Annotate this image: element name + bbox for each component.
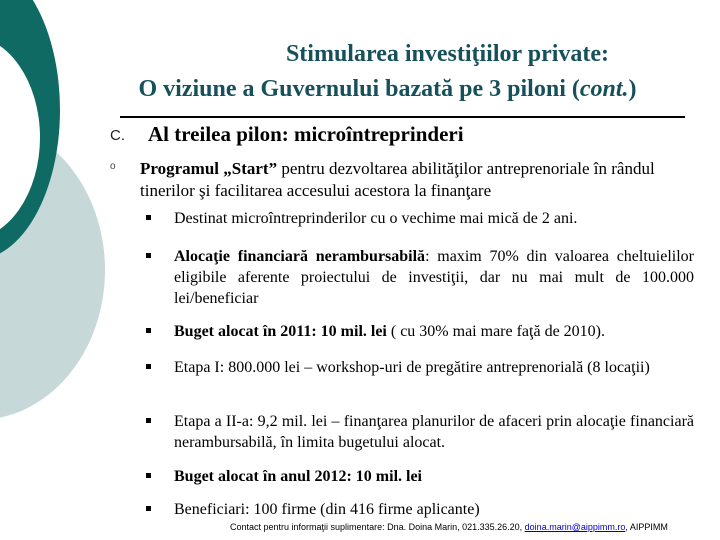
bullet-item <box>146 246 694 309</box>
square-bullet-icon <box>146 418 151 423</box>
slide-title-line1: Stimularea investiţiilor private: <box>285 41 610 67</box>
program-rest: pentru dezvoltarea abilităţilor antreprenoriale în rândul tinerilor şi facilitarea accesului acestora la finanţare <box>140 159 655 200</box>
bullet-item <box>146 321 694 342</box>
square-bullet-icon <box>146 253 151 258</box>
bullet-text: Etapa I: 800.000 lei – workshop-uri de pregătire antreprenorială (8 locaţii) <box>174 359 650 376</box>
slide-title-line2 <box>60 73 715 105</box>
bullet-text: Etapa a II-a: 9,2 mil. lei – finanţarea planurilor de afaceri prin alocaţie financiară nerambursabilă, în limita bugetului alocat. <box>174 413 694 451</box>
program-description <box>140 158 695 202</box>
program-name: Programul „Start” <box>140 159 278 178</box>
footer-suffix: , AIPPIMM <box>625 522 668 532</box>
square-bullet-icon <box>146 364 151 369</box>
footer-prefix: Contact pentru informaţii suplimentare: Dna. Doina Marin, 021.335.26.20, <box>230 522 525 532</box>
square-bullet-icon <box>146 328 151 333</box>
bullet-item <box>146 499 694 520</box>
section-marker: C. <box>110 127 125 144</box>
divider-rule <box>120 116 685 118</box>
bullet-item <box>146 466 694 487</box>
bullet-item <box>146 357 694 378</box>
program-bullet-marker: o <box>110 161 116 172</box>
square-bullet-icon <box>146 506 151 511</box>
section-heading: Al treilea pilon: microîntreprinderi <box>148 122 464 146</box>
bullet-bold: Buget alocat în 2011: 10 mil. lei <box>174 323 387 340</box>
square-bullet-icon <box>146 215 151 220</box>
contact-footer <box>230 522 668 532</box>
title-line2-main: O viziune a Guvernului bazată pe 3 piloni ( <box>138 76 580 102</box>
title-line2-italic: cont. <box>579 76 629 102</box>
bullet-item <box>146 208 694 229</box>
bullet-text: ( cu 30% mai mare faţă de 2010). <box>386 323 606 340</box>
bullet-text: Beneficiari: 100 firme (din 416 firme aplicante) <box>174 501 480 518</box>
bullet-bold: Alocaţie financiară nerambursabilă <box>174 248 426 265</box>
bullet-bold: Buget alocat în anul 2012: 10 mil. lei <box>174 468 422 485</box>
bullet-text: Destinat microîntreprinderilor cu o vechime mai mică de 2 ani. <box>174 210 578 227</box>
square-bullet-icon <box>146 473 151 478</box>
title-line2-end: ) <box>628 76 637 102</box>
bullet-text: : maxim 70% din valoarea cheltuielilor eligibile aferente proiectului de investiţii, dar nu mai mult de 100.000 lei/beneficiar <box>174 248 694 307</box>
bullet-item <box>146 411 694 453</box>
footer-email-link[interactable]: doina.marin@aippimm.ro <box>524 522 626 532</box>
